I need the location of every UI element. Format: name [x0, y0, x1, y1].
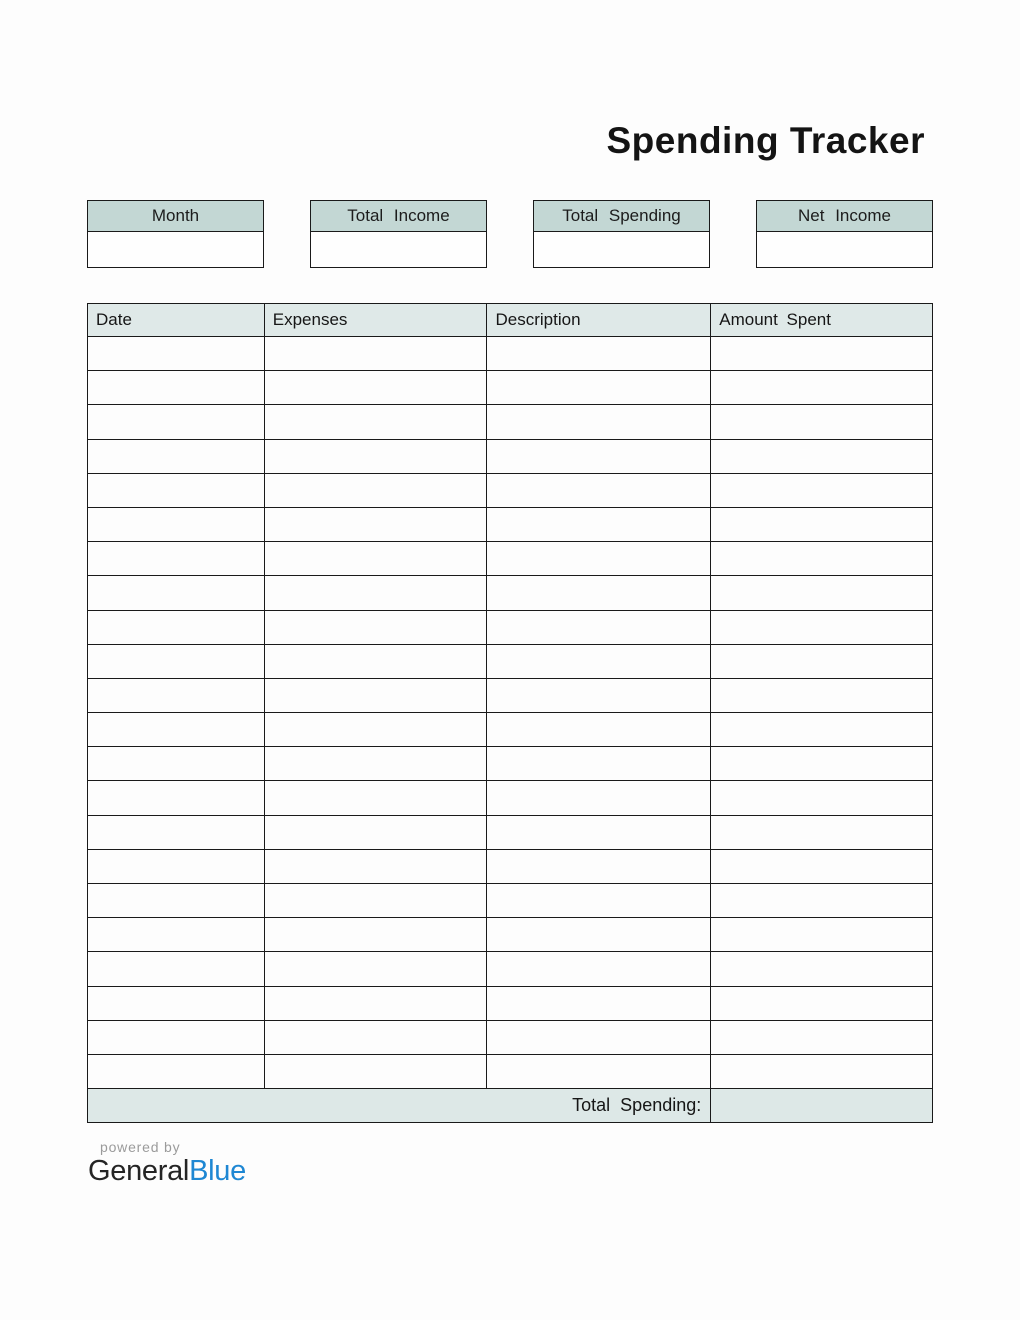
- column-header-date: Date: [88, 304, 265, 337]
- brand-blue-text: Blue: [189, 1155, 246, 1187]
- table-cell[interactable]: [88, 644, 265, 678]
- table-cell[interactable]: [711, 371, 933, 405]
- brand-logo[interactable]: [88, 1155, 246, 1188]
- powered-by-text: powered by: [100, 1139, 181, 1155]
- table-cell[interactable]: [711, 713, 933, 747]
- table-row: [88, 507, 933, 541]
- table-cell[interactable]: [264, 405, 487, 439]
- summary-box-total-spending-label: Total Spending: [534, 201, 709, 232]
- table-cell[interactable]: [711, 610, 933, 644]
- table-cell[interactable]: [487, 610, 711, 644]
- table-row: [88, 473, 933, 507]
- table-cell[interactable]: [711, 884, 933, 918]
- spending-table: [87, 303, 933, 1123]
- table-cell[interactable]: [264, 371, 487, 405]
- table-cell[interactable]: [88, 439, 265, 473]
- table-cell[interactable]: [88, 473, 265, 507]
- table-cell[interactable]: [711, 507, 933, 541]
- table-cell[interactable]: [88, 678, 265, 712]
- table-cell[interactable]: [88, 542, 265, 576]
- summary-box-month: [87, 200, 264, 268]
- table-cell[interactable]: [487, 507, 711, 541]
- table-cell[interactable]: [711, 747, 933, 781]
- table-cell[interactable]: [88, 507, 265, 541]
- table-cell[interactable]: [88, 371, 265, 405]
- table-cell[interactable]: [264, 781, 487, 815]
- table-row: [88, 918, 933, 952]
- table-cell[interactable]: [711, 473, 933, 507]
- table-cell[interactable]: [711, 644, 933, 678]
- summary-box-total-income-label: Total Income: [311, 201, 486, 232]
- table-row: [88, 815, 933, 849]
- column-header-amount-spent: Amount Spent: [711, 304, 933, 337]
- table-row: [88, 439, 933, 473]
- table-cell[interactable]: [711, 952, 933, 986]
- table-row: [88, 986, 933, 1020]
- table-row: [88, 1020, 933, 1054]
- table-row: [88, 337, 933, 371]
- table-cell[interactable]: [487, 1054, 711, 1088]
- table-cell[interactable]: [264, 747, 487, 781]
- summary-box-net-income-value[interactable]: [757, 232, 932, 267]
- page-title: Spending Tracker: [606, 120, 925, 161]
- table-cell[interactable]: [264, 815, 487, 849]
- table-cell[interactable]: [487, 439, 711, 473]
- table-row: [88, 610, 933, 644]
- total-spending-label: Total Spending:: [88, 1089, 711, 1123]
- table-cell[interactable]: [88, 747, 265, 781]
- table-cell[interactable]: [264, 986, 487, 1020]
- summary-box-total-income-value[interactable]: [311, 232, 486, 267]
- table-cell[interactable]: [487, 405, 711, 439]
- table-row: [88, 542, 933, 576]
- table-cell[interactable]: [264, 884, 487, 918]
- table-cell[interactable]: [487, 815, 711, 849]
- table-row: [88, 644, 933, 678]
- column-header-expenses: Expenses: [264, 304, 487, 337]
- table-cell[interactable]: [88, 781, 265, 815]
- summary-box-net-income: [756, 200, 933, 268]
- table-row: [88, 952, 933, 986]
- table-cell[interactable]: [88, 610, 265, 644]
- table-cell[interactable]: [264, 713, 487, 747]
- table-body: [88, 337, 933, 1089]
- table-row: [88, 884, 933, 918]
- table-cell[interactable]: [264, 952, 487, 986]
- table-row: [88, 405, 933, 439]
- table-cell[interactable]: [264, 576, 487, 610]
- summary-row: [87, 200, 933, 268]
- table-cell[interactable]: [264, 1054, 487, 1088]
- table-cell[interactable]: [487, 713, 711, 747]
- table-header-row: [88, 304, 933, 337]
- summary-box-total-spending: [533, 200, 710, 268]
- table-cell[interactable]: [711, 678, 933, 712]
- table-cell[interactable]: [88, 815, 265, 849]
- table-cell[interactable]: [88, 884, 265, 918]
- table-cell[interactable]: [711, 439, 933, 473]
- table-cell[interactable]: [487, 337, 711, 371]
- summary-box-total-income: [310, 200, 487, 268]
- table-cell[interactable]: [711, 918, 933, 952]
- table-cell[interactable]: [487, 952, 711, 986]
- table-cell[interactable]: [487, 884, 711, 918]
- table-cell[interactable]: [264, 610, 487, 644]
- table-row: [88, 371, 933, 405]
- table-cell[interactable]: [264, 918, 487, 952]
- table-row: [88, 576, 933, 610]
- table-cell[interactable]: [487, 849, 711, 883]
- table-cell[interactable]: [487, 747, 711, 781]
- table-cell[interactable]: [711, 337, 933, 371]
- summary-box-net-income-label: Net Income: [757, 201, 932, 232]
- table-row: [88, 678, 933, 712]
- table-cell[interactable]: [264, 1020, 487, 1054]
- table-row: [88, 713, 933, 747]
- table-cell[interactable]: [711, 1054, 933, 1088]
- table-row: [88, 747, 933, 781]
- table-cell[interactable]: [711, 815, 933, 849]
- table-cell[interactable]: [264, 678, 487, 712]
- table-cell[interactable]: [88, 1020, 265, 1054]
- table-cell[interactable]: [88, 713, 265, 747]
- column-header-description: Description: [487, 304, 711, 337]
- table-row: [88, 1054, 933, 1088]
- table-cell[interactable]: [88, 952, 265, 986]
- table-cell[interactable]: [264, 542, 487, 576]
- table-cell[interactable]: [487, 918, 711, 952]
- summary-box-month-value[interactable]: [88, 232, 263, 267]
- table-cell[interactable]: [88, 576, 265, 610]
- total-spending-value[interactable]: [711, 1089, 933, 1123]
- table-cell[interactable]: [264, 507, 487, 541]
- table-cell[interactable]: [487, 678, 711, 712]
- table-cell[interactable]: [88, 986, 265, 1020]
- table-cell[interactable]: [487, 986, 711, 1020]
- table-cell[interactable]: [88, 337, 265, 371]
- table-row: [88, 781, 933, 815]
- table-cell[interactable]: [264, 849, 487, 883]
- table-cell[interactable]: [487, 644, 711, 678]
- table-cell[interactable]: [711, 849, 933, 883]
- table-cell[interactable]: [264, 473, 487, 507]
- table-cell[interactable]: [487, 1020, 711, 1054]
- table-cell[interactable]: [88, 918, 265, 952]
- table-cell[interactable]: [711, 405, 933, 439]
- table-cell[interactable]: [88, 849, 265, 883]
- table-cell[interactable]: [711, 576, 933, 610]
- table-cell[interactable]: [711, 1020, 933, 1054]
- table-cell[interactable]: [88, 1054, 265, 1088]
- total-spending-row: [88, 1089, 933, 1123]
- table-row: [88, 849, 933, 883]
- table-cell[interactable]: [487, 473, 711, 507]
- table-cell[interactable]: [264, 439, 487, 473]
- summary-box-month-label: Month: [88, 201, 263, 232]
- table-cell[interactable]: [711, 781, 933, 815]
- table-cell[interactable]: [487, 371, 711, 405]
- table-cell[interactable]: [264, 644, 487, 678]
- brand-general-text: General: [88, 1155, 190, 1187]
- table-cell[interactable]: [487, 542, 711, 576]
- table-cell[interactable]: [711, 986, 933, 1020]
- table-cell[interactable]: [711, 542, 933, 576]
- table-cell[interactable]: [487, 781, 711, 815]
- table-cell[interactable]: [487, 576, 711, 610]
- summary-box-total-spending-value[interactable]: [534, 232, 709, 267]
- table-cell[interactable]: [264, 337, 487, 371]
- table-cell[interactable]: [88, 405, 265, 439]
